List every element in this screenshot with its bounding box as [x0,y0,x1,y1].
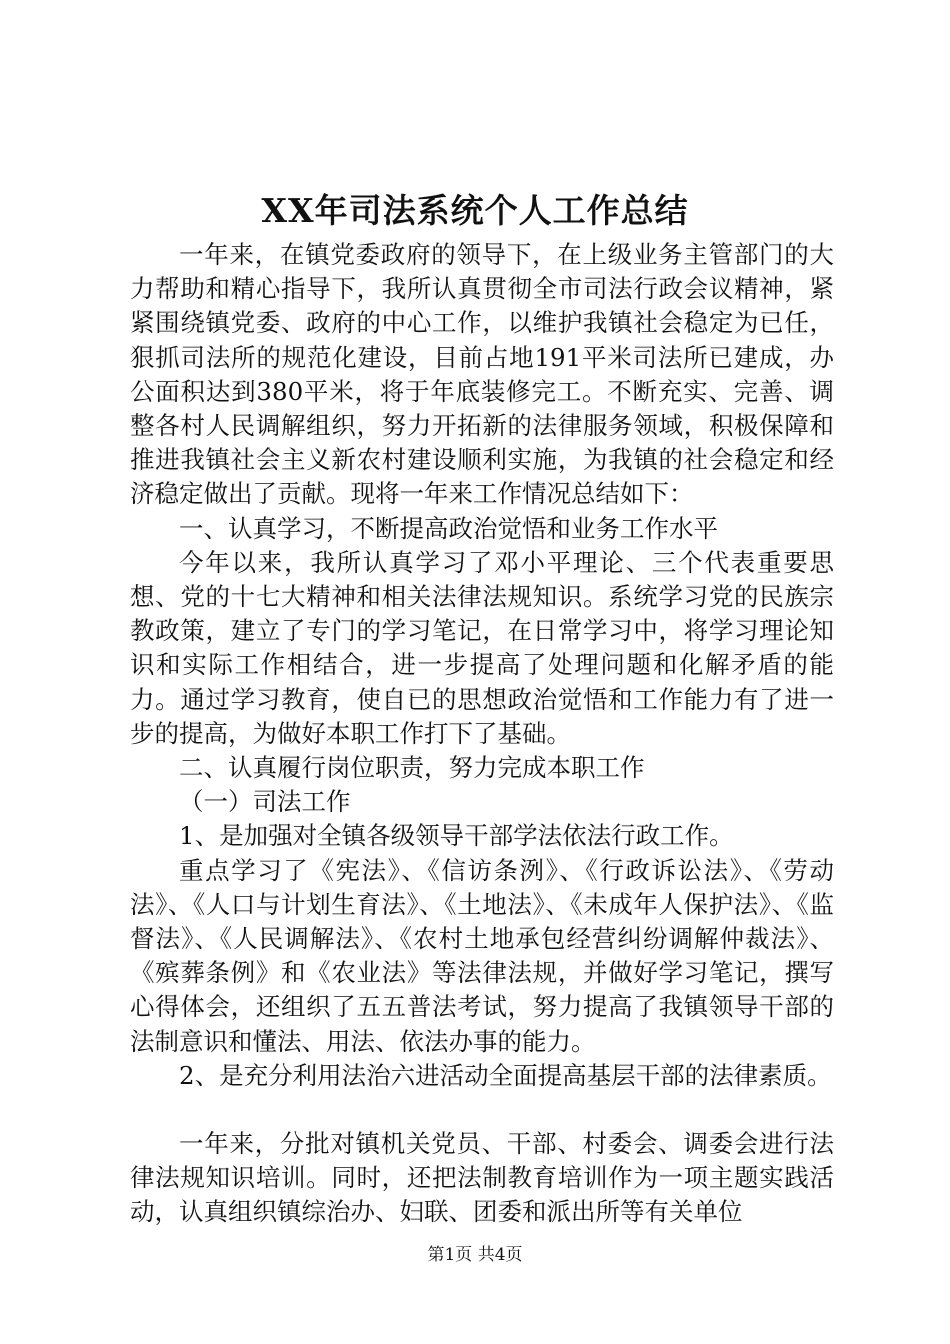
heading-item-1: 1、是加强对全镇各级领导干部学法依法行政工作。 [179,821,734,851]
heading-section-1: 一、认真学习，不断提高政治觉悟和业务工作水平 [179,513,718,543]
document-title: XX年司法系统个人工作总结 [261,191,689,230]
heading-subsection-1: （一）司法工作 [179,787,351,817]
paragraph-laws: 重点学习了《宪法》、《信访条洌》、《行政诉讼法》、《劳动法》、《人口与计划生育法》、《土地法》、《未成年人保护法》、《监督法》、《人民调解法》、《农村土地承包经营纠纷调解仲裁法》、《殡葬条例》和《农业法》等法律法规，并做好学习笔记，撰写心得体会，还组织了五五普法考试，努力提高了我镇领导干部的法制意识和懂法、用法、依法办事的能力。 [130,855,834,1056]
paragraph-training: 一年来，分批对镇机关党员、干部、村委会、调委会进行法律法规知识培训。同时，还把法制教育培训作为一项主题实践活动，认真组织镇综治办、妇联、团委和派出所等有关单位 [130,1129,834,1227]
paragraph-study: 今年以来，我所认真学习了邓小平理论、三个代表重要思想、党的十七大精神和相关法律法规知识。系统学习党的民族宗教政策，建立了专门的学习笔记，在日常学习中，将学习理论知识和实际工作相结合，进一步提高了处理问题和化解矛盾的能力。通过学习教育，使自已的思想政治觉悟和工作能力有了进一步的提高，为做好本职工作打下了基础。 [130,547,834,748]
paragraph-gap [130,1093,834,1127]
paragraph-intro: 一年来，在镇党委政府的领导下，在上级业务主管部门的大力帮助和精心指导下，我所认真贯彻全市司法行政会议精神，紧紧围绕镇党委、政府的中心工作，以维护我镇社会稳定为已任，狠抓司法所的规范化建设，目前占地191平米司法所已建成，办公面积达到380平米，将于年底装修完工。不断充实、完善、调整各村人民调解组织，努力开拓新的法律服务领域，积极保障和推进我镇社会主义新农村建设顺利实施，为我镇的社会稳定和经济稳定做出了贡献。现将一年来工作情况总结如下： [130,240,834,509]
heading-item-2: 2、是充分利用法治六进活动全面提高基层干部的法律素质。 [179,1060,832,1090]
heading-section-2: 二、认真履行岗位职责，努力完成本职工作 [179,753,645,783]
document-body [130,238,834,1230]
page-number-footer: 第1页 共4页 [427,1245,523,1265]
